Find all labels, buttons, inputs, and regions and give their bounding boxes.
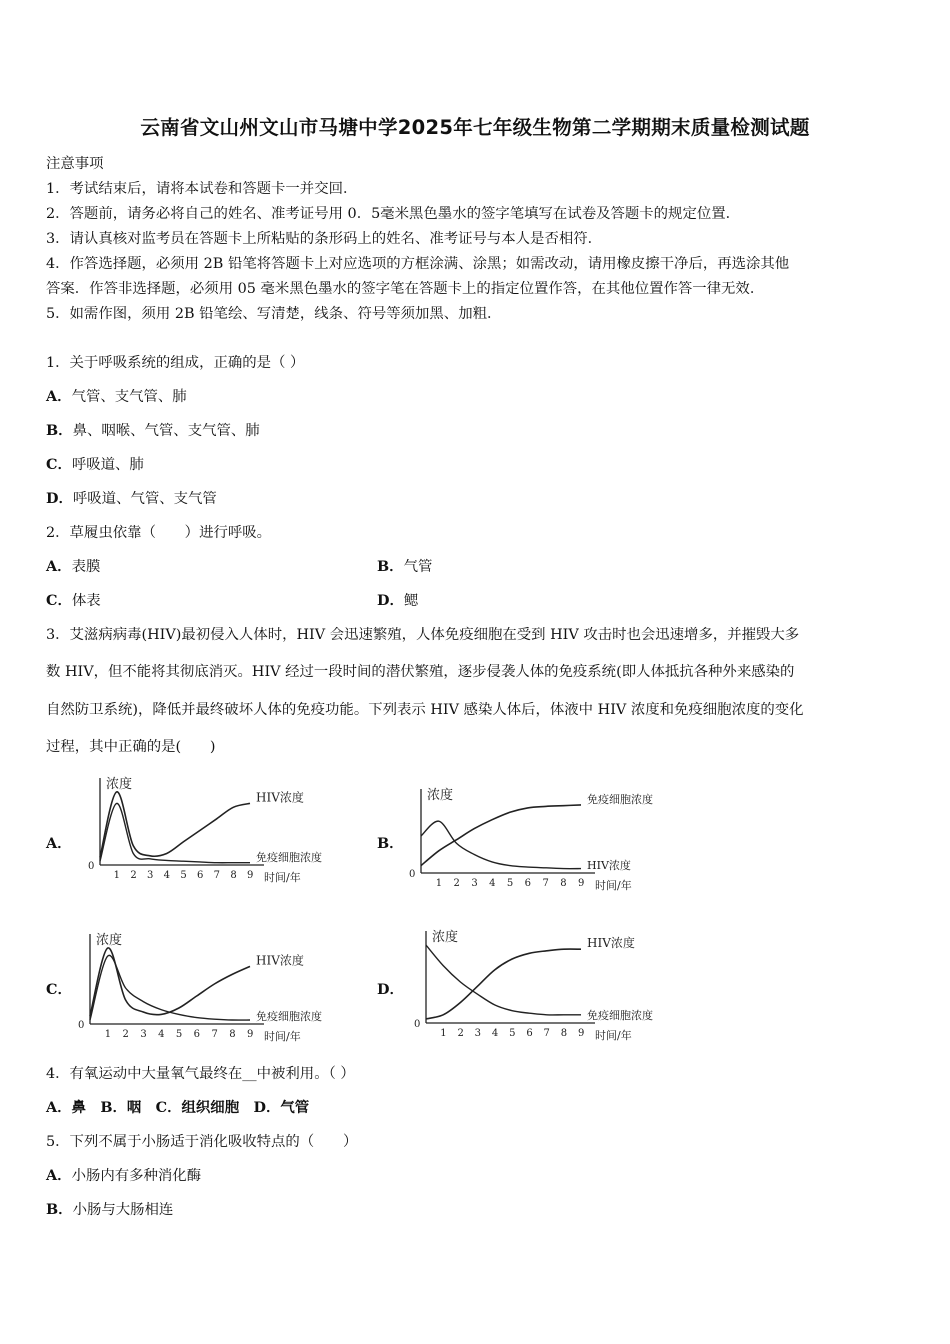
q5-option-b (46, 1198, 173, 1219)
q3-option-d-label: D． (377, 981, 404, 998)
origin-tick-label: 0 (88, 861, 95, 872)
q5-option-a (46, 1164, 201, 1185)
x-tick-label: 1 (440, 1028, 447, 1039)
x-axis-label: 时间/年 (595, 1029, 632, 1042)
q1-option-d-text: 呼吸道、气管、支气管 (72, 491, 217, 507)
series-line-1 (100, 792, 250, 857)
y-axis-label: 浓度 (432, 930, 459, 945)
x-tick-label: 1 (104, 1029, 112, 1040)
q5-option-a-text: 小肠内有多种消化酶 (71, 1168, 202, 1184)
series-label-2: 免疫细胞浓度 (587, 1008, 653, 1022)
q3-option-c-label: C． (46, 981, 72, 998)
x-tick-label: 8 (229, 1029, 236, 1040)
q4-stem: 4．有氧运动中大量氧气最终在__中被利用。（ ） (46, 1066, 355, 1082)
x-tick-label: 9 (247, 870, 254, 881)
series-label-1: 免疫细胞浓度 (587, 792, 653, 806)
q2-option-c-label: C． (46, 592, 72, 609)
q2-stem: 2．草履虫依靠（ ）进行呼吸。 (46, 525, 272, 541)
x-tick-label: 9 (578, 1028, 585, 1039)
q2-option-b-text: 气管 (403, 559, 433, 575)
x-axis-label: 时间/年 (264, 1030, 301, 1043)
q1-option-a (46, 385, 187, 406)
x-tick-label: 2 (453, 878, 460, 889)
page-title: 云南省文山州文山市马塘中学2025年七年级生物第二学期期末质量检测试题 (140, 116, 810, 139)
x-tick-label: 5 (180, 870, 187, 881)
q1-stem: 1．关于呼吸系统的组成，正确的是（ ） (46, 355, 305, 371)
x-tick-label: 8 (230, 870, 237, 881)
q3-line-2: 数 HIV，但不能将其彻底消灭。HIV 经过一段时间的潜伏繁殖，逐步侵袭人体的免疫系统(即人体抵抗各种外来感染的 (46, 664, 795, 680)
origin-tick-label: 0 (414, 1019, 421, 1030)
q2-option-b-label: B． (377, 558, 404, 575)
chart-c (72, 928, 342, 1046)
x-tick-label: 3 (140, 1029, 147, 1040)
q2-option-c (46, 589, 101, 610)
x-tick-label: 7 (542, 878, 549, 889)
x-tick-label: 9 (578, 878, 585, 889)
q5-option-b-text: 小肠与大肠相连 (72, 1202, 174, 1218)
x-tick-label: 2 (457, 1028, 464, 1039)
q2-option-c-text: 体表 (71, 593, 101, 609)
x-tick-label: 6 (197, 870, 204, 881)
x-tick-label: 1 (113, 870, 121, 881)
x-tick-label: 5 (506, 878, 514, 889)
series-line-2 (90, 955, 250, 1020)
x-tick-label: 3 (471, 878, 478, 889)
x-tick-label: 8 (560, 878, 567, 889)
y-axis-label: 浓度 (96, 933, 123, 948)
x-axis-label: 时间/年 (595, 879, 632, 892)
series-label-2: 免疫细胞浓度 (256, 851, 322, 864)
x-tick-label: 7 (543, 1028, 550, 1039)
x-tick-label: 3 (474, 1028, 482, 1039)
origin-tick-label: 0 (78, 1020, 85, 1031)
y-axis-label: 浓度 (427, 788, 454, 803)
chart-a (82, 772, 342, 887)
x-tick-label: 3 (147, 870, 154, 881)
origin-tick-label: 0 (409, 869, 416, 880)
chart-b (403, 783, 673, 895)
series-label-2: HIV浓度 (587, 859, 631, 872)
q1-option-b-text: 鼻、咽喉、气管、支气管、肺 (72, 423, 260, 439)
x-tick-label: 4 (491, 1028, 499, 1039)
q5-option-b-label: B． (46, 1201, 73, 1218)
notice-item-1: 1．考试结束后，请将本试卷和答题卡一并交回． (46, 181, 358, 197)
q1-option-a-label: A． (46, 388, 72, 405)
x-tick-label: 7 (213, 870, 221, 881)
notice-item-2: 2．答题前，请务必将自己的姓名、准考证号用 0．5毫米黑色墨水的签字笔填写在试卷及答题卡的规定位置． (46, 206, 741, 222)
x-axis-label: 时间/年 (264, 871, 301, 884)
q1-option-b-label: B． (46, 422, 73, 439)
x-tick-label: 4 (489, 878, 496, 889)
q1-option-d-label: D． (46, 490, 73, 507)
q1-option-a-text: 气管、支气管、肺 (71, 389, 187, 405)
x-tick-label: 4 (163, 870, 171, 881)
q1-option-c-text: 呼吸道、肺 (71, 457, 144, 473)
series-line-2 (426, 945, 581, 1015)
q1-option-c-label: C． (46, 456, 72, 473)
series-label-2: 免疫细胞浓度 (256, 1010, 322, 1023)
x-tick-label: 6 (193, 1029, 201, 1040)
series-line-1 (421, 805, 581, 866)
series-label-1: HIV浓度 (587, 936, 635, 951)
notice-item-4-cont: 答案．作答非选择题，必须用 05 毫米黑色墨水的签字笔在答题卡上的指定位置作答，在其他位置作答一律无效． (46, 281, 765, 297)
x-tick-label: 6 (524, 878, 532, 889)
q2-option-d-label: D． (377, 592, 404, 609)
q3-option-b-label: B． (377, 835, 404, 852)
x-tick-label: 9 (247, 1029, 254, 1040)
q4-options: A．鼻 B．咽 C．组织细胞 D．气管 (46, 1099, 310, 1116)
x-tick-label: 6 (526, 1028, 533, 1039)
q2-option-a-text: 表膜 (71, 559, 101, 575)
series-label-1: HIV浓度 (256, 790, 304, 805)
q2-option-a-label: A． (46, 558, 72, 575)
chart-d (408, 925, 673, 1045)
q3-line-4: 过程，其中正确的是( ) (46, 739, 216, 755)
q5-stem: 5．下列不属于小肠适于消化吸收特点的（ ） (46, 1134, 358, 1150)
x-tick-label: 8 (560, 1028, 568, 1039)
q3-option-a-label: A． (46, 835, 72, 852)
x-tick-label: 5 (509, 1028, 516, 1039)
q2-option-d (377, 589, 418, 610)
q1-option-d (46, 487, 217, 508)
series-line-1 (90, 948, 250, 1016)
x-tick-label: 4 (158, 1029, 165, 1040)
x-tick-label: 2 (122, 1029, 129, 1040)
y-axis-label: 浓度 (106, 777, 133, 792)
notice-item-5: 5．如需作图，须用 2B 铅笔绘、写清楚，线条、符号等须加黑、加粗． (46, 306, 502, 322)
notice-item-4: 4．作答选择题，必须用 2B 铅笔将答题卡上对应选项的方框涂满、涂黑；如需改动，请用橡皮擦干净后，再选涂其他 (46, 256, 790, 272)
x-tick-label: 7 (211, 1029, 218, 1040)
series-label-1: HIV浓度 (256, 953, 304, 968)
q2-option-a (46, 555, 100, 576)
q1-option-c (46, 453, 144, 474)
q5-option-a-label: A． (46, 1167, 72, 1184)
x-tick-label: 1 (435, 878, 443, 889)
q1-option-b (46, 419, 260, 440)
notice-heading: 注意事项 (46, 156, 104, 172)
series-line-2 (100, 803, 250, 862)
q2-option-b (377, 555, 432, 576)
notice-item-3: 3．请认真核对监考员在答题卡上所粘贴的条形码上的姓名、准考证号与本人是否相符． (46, 231, 603, 247)
q2-option-d-text: 鳃 (403, 593, 419, 609)
x-tick-label: 2 (130, 870, 137, 881)
x-tick-label: 5 (175, 1029, 183, 1040)
q3-line-3: 自然防卫系统)，降低并最终破坏人体的免疫功能。下列表示 HIV 感染人体后，体液中 HIV 浓度和免疫细胞浓度的变化 (46, 702, 804, 718)
q3-line-1: 3．艾滋病病毒(HIV)最初侵入人体时，HIV 会迅速繁殖，人体免疫细胞在受到 HIV 攻击时也会迅速增多，并摧毁大多 (46, 627, 800, 643)
series-line-2 (421, 821, 581, 869)
